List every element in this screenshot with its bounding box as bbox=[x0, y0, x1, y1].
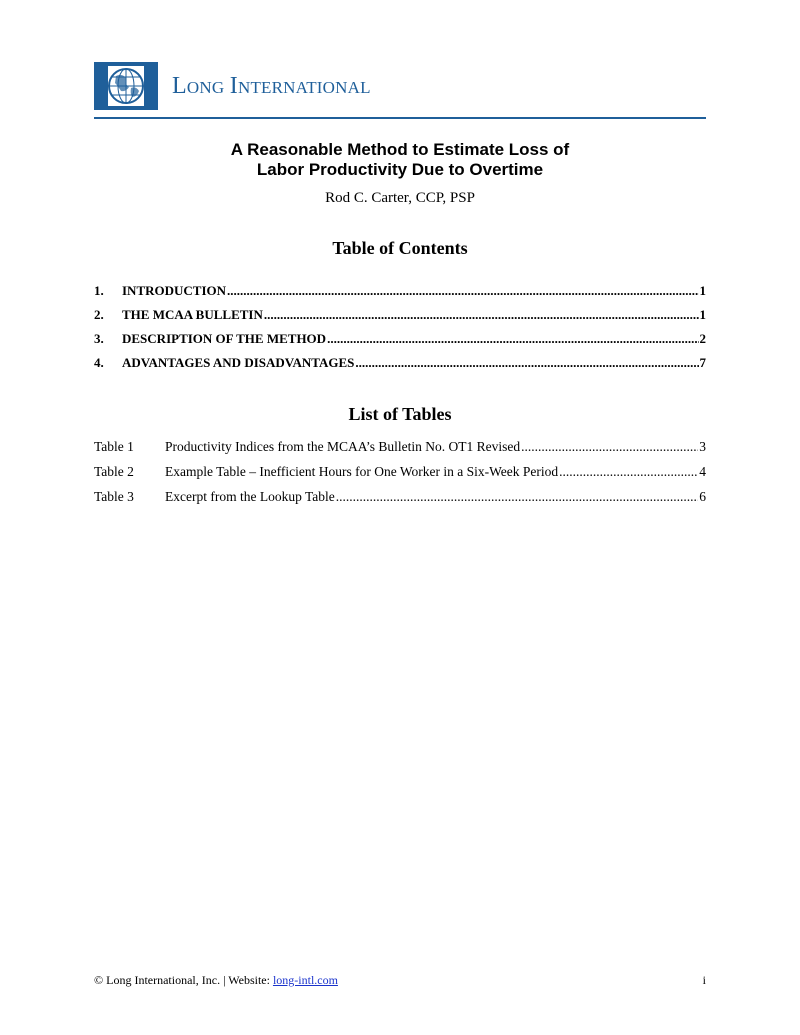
leader-dots bbox=[327, 331, 698, 347]
table-of-contents bbox=[94, 283, 706, 379]
toc-page: 2 bbox=[699, 331, 706, 346]
toc-number: 2. bbox=[94, 307, 104, 322]
toc-number: 3. bbox=[94, 331, 104, 346]
toc-label: ADVANTAGES AND DISADVANTAGES bbox=[122, 355, 355, 370]
table-page: 6 bbox=[699, 489, 706, 504]
footer-copyright: © Long International, Inc. | Website: bbox=[94, 973, 273, 987]
leader-dots bbox=[355, 355, 698, 371]
table-page: 4 bbox=[699, 464, 706, 479]
title-line-2: Labor Productivity Due to Overtime bbox=[256, 160, 544, 179]
leader-dots bbox=[336, 489, 698, 505]
toc-page: 1 bbox=[699, 307, 706, 322]
toc-page: 7 bbox=[699, 355, 706, 370]
toc-entry[interactable] bbox=[94, 355, 706, 379]
toc-label: THE MCAA BULLETIN bbox=[122, 307, 263, 322]
table-number: Table 1 bbox=[94, 439, 134, 454]
globe-in-letter-h-logo bbox=[94, 62, 158, 110]
list-of-tables bbox=[94, 439, 706, 514]
toc-number: 1. bbox=[94, 283, 104, 298]
brand-initial: L bbox=[172, 73, 187, 99]
list-of-tables-heading: List of Tables bbox=[348, 404, 452, 424]
header-divider bbox=[94, 117, 706, 119]
toc-entry[interactable] bbox=[94, 331, 706, 355]
toc-entry[interactable] bbox=[94, 307, 706, 331]
toc-page: 1 bbox=[699, 283, 706, 298]
document-title bbox=[94, 140, 706, 180]
leader-dots bbox=[264, 307, 699, 323]
title-line-1: A Reasonable Method to Estimate Loss of bbox=[230, 140, 570, 159]
footer-left bbox=[94, 973, 338, 988]
table-number: Table 2 bbox=[94, 464, 134, 479]
table-entry[interactable] bbox=[94, 439, 706, 464]
leader-dots bbox=[559, 464, 698, 480]
toc-heading: Table of Contents bbox=[332, 238, 468, 258]
leader-dots bbox=[227, 283, 698, 299]
page-number: i bbox=[702, 973, 706, 987]
brand-word-rest: NTERNATIONAL bbox=[237, 78, 371, 97]
table-caption: Productivity Indices from the MCAA’s Bulletin No. OT1 Revised bbox=[165, 439, 521, 454]
toc-entry[interactable] bbox=[94, 283, 706, 307]
website-link[interactable]: long-intl.com bbox=[272, 973, 338, 987]
table-entry[interactable] bbox=[94, 464, 706, 489]
brand-name bbox=[172, 74, 371, 100]
toc-label: INTRODUCTION bbox=[122, 283, 227, 298]
toc-label: DESCRIPTION OF THE METHOD bbox=[122, 331, 327, 346]
page-footer bbox=[94, 973, 706, 988]
table-caption: Excerpt from the Lookup Table bbox=[165, 489, 335, 504]
toc-number: 4. bbox=[94, 355, 104, 370]
author: Rod C. Carter, CCP, PSP bbox=[325, 190, 475, 206]
table-number: Table 3 bbox=[94, 489, 134, 504]
table-caption: Example Table – Inefficient Hours for One Worker in a Six-Week Period bbox=[165, 464, 559, 479]
brand-word-rest: ONG bbox=[186, 78, 225, 97]
leader-dots bbox=[521, 439, 698, 455]
table-page: 3 bbox=[699, 439, 706, 454]
brand-initial: I bbox=[229, 73, 238, 99]
table-entry[interactable] bbox=[94, 489, 706, 514]
